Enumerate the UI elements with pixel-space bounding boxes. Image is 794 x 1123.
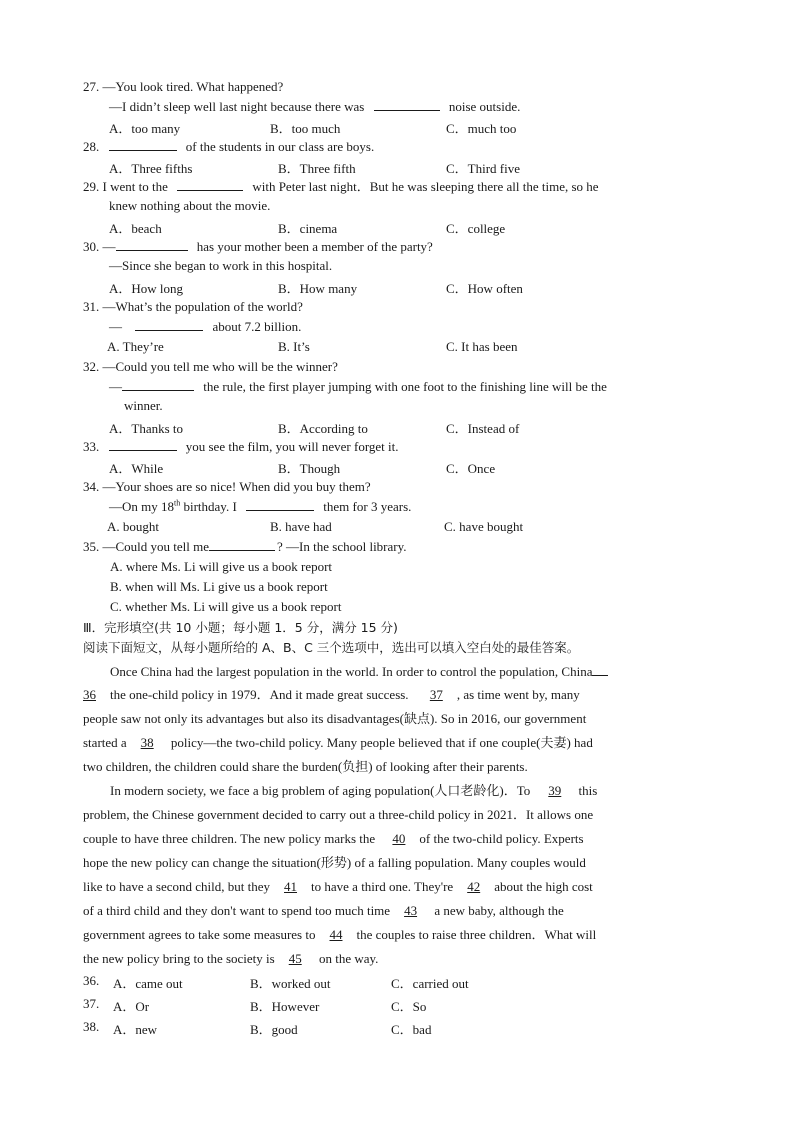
option-b: B．According to <box>278 421 368 436</box>
question-33 <box>83 438 399 456</box>
question-37-number: 37. <box>83 996 100 1011</box>
passage-line <box>83 710 586 728</box>
passage-text: a new baby, although the <box>434 903 564 918</box>
passage-line <box>83 806 593 824</box>
passage-line <box>83 902 564 920</box>
superscript: th <box>174 498 181 508</box>
passage-text: about the high cost <box>494 879 593 894</box>
passage-line <box>83 734 593 752</box>
passage-line <box>83 878 593 896</box>
option-c: C．Once <box>446 461 496 476</box>
option-a: A．Thanks to <box>109 421 184 436</box>
question-29 <box>83 178 599 196</box>
option-c: C．Third five <box>446 161 521 176</box>
passage-text: problem, the Chinese government decided to carry out a three-child policy in 2021．It allows one <box>83 807 594 822</box>
prompt-text: birthday. I <box>183 499 237 514</box>
prompt-text: —Could you tell me who will be the winner? <box>102 359 338 374</box>
option-c: C．much too <box>446 121 517 136</box>
prompt-text: I went to the <box>102 179 168 194</box>
blank-45: 45 <box>288 951 302 966</box>
passage-line <box>83 950 378 968</box>
question-36-number: 36. <box>83 973 100 988</box>
option-a: A．too many <box>109 121 181 136</box>
dash: — <box>109 379 122 394</box>
passage-text: this <box>578 783 598 798</box>
passage-text: of a third child and they don't want to spend too much time <box>83 903 391 918</box>
answer-blank <box>116 238 188 251</box>
question-number: 34. <box>83 479 100 494</box>
option-c: C. have bought <box>444 519 524 534</box>
prompt-text: you see the film, you will never forget it. <box>185 439 399 454</box>
option-a: A．Or <box>113 999 150 1014</box>
answer-blank <box>122 378 194 391</box>
answer-blank <box>177 178 243 191</box>
prompt-text: of the students in our class are boys. <box>185 139 375 154</box>
question-30 <box>83 238 433 256</box>
passage-text: the one-child policy in 1979．And it made great success. <box>110 687 409 702</box>
prompt-text: them for 3 years. <box>323 499 412 514</box>
prompt-text: with Peter last night．But he was sleeping there all the time, so he <box>252 179 599 194</box>
blank-39: 39 <box>548 783 562 798</box>
question-number: 27. <box>83 79 100 94</box>
option-a: A．new <box>113 1022 158 1037</box>
passage-text: couple to have three children. The new policy marks the <box>83 831 376 846</box>
prompt-text: knew nothing about the movie. <box>109 198 271 213</box>
question-number: 33. <box>83 439 100 454</box>
passage-text: started a <box>83 735 127 750</box>
answer-blank <box>109 438 177 451</box>
blank-38: 38 <box>140 735 154 750</box>
question-number: 35. <box>83 539 100 554</box>
passage-text: government agrees to take some measures to <box>83 927 316 942</box>
passage-text: In modern society, we face a big problem of aging population(人口老龄化)．To <box>110 783 531 798</box>
question-31 <box>83 298 303 316</box>
option-a: A．beach <box>109 221 162 236</box>
option-c: C．Instead of <box>446 421 520 436</box>
passage-line <box>83 830 584 848</box>
prompt-text: —Could you tell me <box>102 539 210 554</box>
option-b: B. when will Ms. Li give us a book report <box>110 579 328 594</box>
option-b: B．However <box>250 999 320 1014</box>
prompt-text: about 7.2 billion. <box>212 319 302 334</box>
passage-line <box>83 758 528 776</box>
passage-text: the couples to raise three children．What will <box>356 927 597 942</box>
passage-text: to have a third one. They're <box>311 879 454 894</box>
section-instruction: 阅读下面短文，从每小题所给的 A、B、C 三个选项中，选出可以填入空白处的最佳答案。 <box>83 640 580 655</box>
passage-line <box>83 854 586 872</box>
option-c: C．carried out <box>391 976 469 991</box>
question-38-number: 38. <box>83 1019 100 1034</box>
passage-line <box>83 926 596 944</box>
question-27-line2 <box>109 98 520 116</box>
prompt-text: —I didn’t sleep well last night because there was <box>109 99 365 114</box>
blank-42: 42 <box>467 879 481 894</box>
prompt-text: the rule, the first player jumping with one foot to the finishing line will be the <box>203 379 607 394</box>
question-number: 29. <box>83 179 100 194</box>
prompt-text: has your mother been a member of the party? <box>196 239 433 254</box>
option-c: C. It has been <box>446 339 518 354</box>
question-32-line2 <box>109 378 607 396</box>
blank-44: 44 <box>329 927 343 942</box>
passage-line <box>83 686 580 704</box>
passage-text: like to have a second child, but they <box>83 879 271 894</box>
passage-text: , as time went by, many <box>456 687 580 702</box>
option-a: A. where Ms. Li will give us a book report <box>110 559 333 574</box>
blank-43: 43 <box>404 903 418 918</box>
option-b: B．Though <box>278 461 341 476</box>
prompt-text: winner. <box>124 398 163 413</box>
question-34-line2 <box>109 498 411 516</box>
option-c: C. whether Ms. Li will give us a book report <box>110 599 342 614</box>
option-a: A．Three fifths <box>109 161 193 176</box>
option-a: A．came out <box>113 976 183 991</box>
answer-blank <box>374 98 440 111</box>
question-number: 32. <box>83 359 100 374</box>
option-b: B. have had <box>270 519 332 534</box>
option-c: C．So <box>391 999 427 1014</box>
section-title: Ⅲ．完形填空(共 10 小题；每小题 1．5 分，满分 15 分) <box>83 620 398 635</box>
option-b: B．good <box>250 1022 298 1037</box>
passage-text: Once China had the largest population in the world. In order to control the population, China <box>110 664 593 679</box>
option-a: A．While <box>109 461 164 476</box>
option-a: A. They’re <box>107 339 164 354</box>
prompt-text: noise outside. <box>448 99 521 114</box>
blank-41: 41 <box>284 879 298 894</box>
option-c: C．college <box>446 221 506 236</box>
passage-text: two children, the children could share the burden(负担) of looking after their parents. <box>83 759 528 774</box>
prompt-text: —Your shoes are so nice! When did you buy them? <box>102 479 371 494</box>
question-number: 28. <box>83 139 100 154</box>
question-35 <box>83 538 407 556</box>
blank-37: 37 <box>429 687 443 702</box>
option-b: B．worked out <box>250 976 331 991</box>
answer-blank <box>246 498 314 511</box>
option-b: B．How many <box>278 281 358 296</box>
answer-blank <box>209 538 275 551</box>
option-c: C．bad <box>391 1022 432 1037</box>
passage-text: policy—the two-child policy. Many people believed that if one couple(夫妻) had <box>170 735 593 750</box>
option-a: A．How long <box>109 281 184 296</box>
question-prompt: —You look tired. What happened? <box>102 79 284 94</box>
passage-text: the new policy bring to the society is <box>83 951 275 966</box>
passage-line <box>110 663 608 681</box>
question-number: 30. <box>83 239 100 254</box>
option-b: B．cinema <box>278 221 338 236</box>
answer-blank <box>592 663 608 676</box>
option-b: B．Three fifth <box>278 161 356 176</box>
blank-36: 36 <box>83 687 96 702</box>
question-32 <box>83 358 338 376</box>
dash: — <box>109 319 122 334</box>
prompt-text: —On my 18 <box>109 499 174 514</box>
option-c: C．How often <box>446 281 523 296</box>
option-a: A. bought <box>107 519 159 534</box>
prompt-text: —What’s the population of the world? <box>102 299 303 314</box>
question-number: 31. <box>83 299 100 314</box>
prompt-text: ? —In the school library. <box>277 539 407 554</box>
question-34 <box>83 478 371 496</box>
passage-text: people saw not only its advantages but also its disadvantages(缺点). So in 2016, our government <box>83 711 587 726</box>
question-31-line2 <box>109 318 301 336</box>
blank-40: 40 <box>392 831 406 846</box>
option-b: B. It’s <box>278 339 310 354</box>
passage-text: hope the new policy can change the situation(形势) of a falling population. Many couples would <box>83 855 586 870</box>
question-28 <box>83 138 374 156</box>
option-b: B．too much <box>270 121 341 136</box>
prompt-text: —Since she began to work in this hospital. <box>109 258 333 273</box>
passage-text: on the way. <box>318 951 379 966</box>
passage-text: of the two-child policy. Experts <box>419 831 584 846</box>
passage-line <box>110 782 597 800</box>
answer-blank <box>109 138 177 151</box>
question-27 <box>83 78 283 96</box>
answer-blank <box>135 318 203 331</box>
dash: — <box>102 239 116 254</box>
